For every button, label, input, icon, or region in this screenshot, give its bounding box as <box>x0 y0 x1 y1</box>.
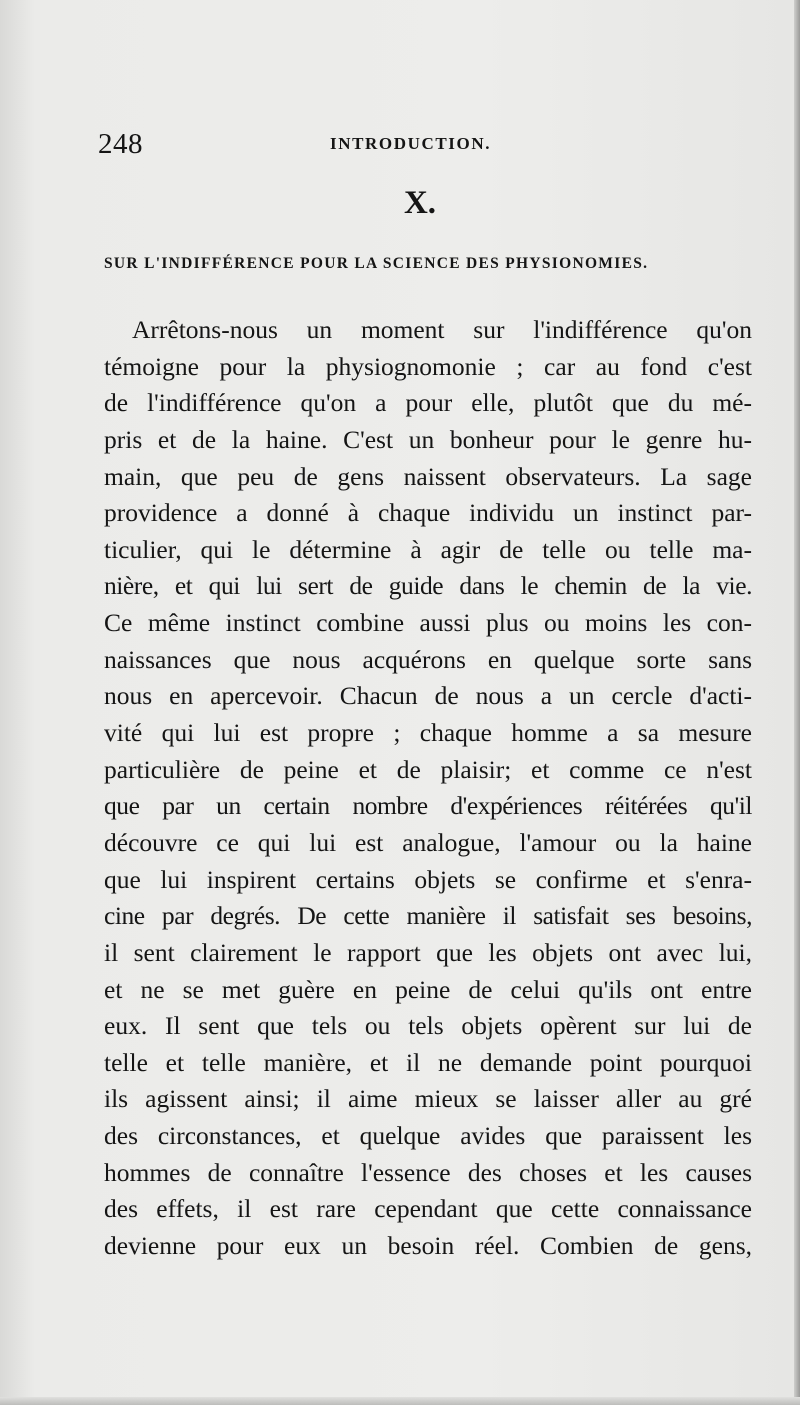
body-text <box>104 312 752 1265</box>
text-line: Arrêtons-nous un moment sur l'indifférence qu'on <box>132 315 752 344</box>
text-line: témoigne pour la physiognomonie ; car au fond c'est <box>104 351 752 381</box>
page-bottom-edge <box>0 1397 800 1405</box>
running-head: INTRODUCTION. <box>330 134 492 153</box>
text-line: des effets, il est rare cependant que cette connaissance <box>104 1194 752 1224</box>
text-line: et ne se met guère en peine de celui qu'ils ont entre <box>104 974 752 1004</box>
text-line: cine par degrés. De cette manière il satisfait ses besoins, <box>104 901 752 931</box>
text-line: providence a donné à chaque individu un instinct par- <box>104 498 752 528</box>
text-line: devienne pour eux un besoin réel. Combien de gens, <box>104 1231 752 1261</box>
text-line: des circonstances, et quelque avides que paraissent les <box>104 1121 752 1151</box>
text-line: que par un certain nombre d'expériences réitérées qu'il <box>104 791 752 821</box>
text-line: telle et telle manière, et il ne demande point pourquoi <box>104 1047 752 1077</box>
text-line: vité qui lui est propre ; chaque homme a sa mesure <box>104 718 752 748</box>
text-line: particulière de peine et de plaisir; et comme ce n'est <box>104 754 752 784</box>
text-line: ils agissent ainsi; il aime mieux se laisser aller au gré <box>104 1084 752 1114</box>
page-number: 248 <box>98 128 143 160</box>
chapter-title: SUR L'INDIFFÉRENCE POUR LA SCIENCE DES PHYSIONOMIES. <box>104 255 649 272</box>
text-line: de l'indifférence qu'on a pour elle, plutôt que du mé- <box>104 388 752 418</box>
text-line: naissances que nous acquérons en quelque sorte sans <box>104 644 752 674</box>
text-line: eux. Il sent que tels ou tels objets opèrent sur lui de <box>104 1011 752 1041</box>
text-line: Ce même instinct combine aussi plus ou moins les con- <box>104 608 752 638</box>
text-line: pris et de la haine. C'est un bonheur pour le genre hu- <box>104 424 752 454</box>
text-line: il sent clairement le rapport que les objets ont avec lui, <box>104 937 752 967</box>
text-line: que lui inspirent certains objets se confirme et s'enra- <box>104 864 752 894</box>
text-line: hommes de connaître l'essence des choses et les causes <box>104 1157 752 1187</box>
page-header <box>98 128 748 164</box>
text-line: main, que peu de gens naissent observateurs. La sage <box>104 461 752 491</box>
text-line: nous en apercevoir. Chacun de nous a un cercle d'acti- <box>104 681 752 711</box>
text-line: nière, et qui lui sert de guide dans le chemin de la vie. <box>104 571 752 601</box>
text-line: ticulier, qui le détermine à agir de telle ou telle ma- <box>104 534 752 564</box>
text-line: découvre ce qui lui est analogue, l'amour ou la haine <box>104 827 752 857</box>
chapter-number: X. <box>403 185 437 221</box>
